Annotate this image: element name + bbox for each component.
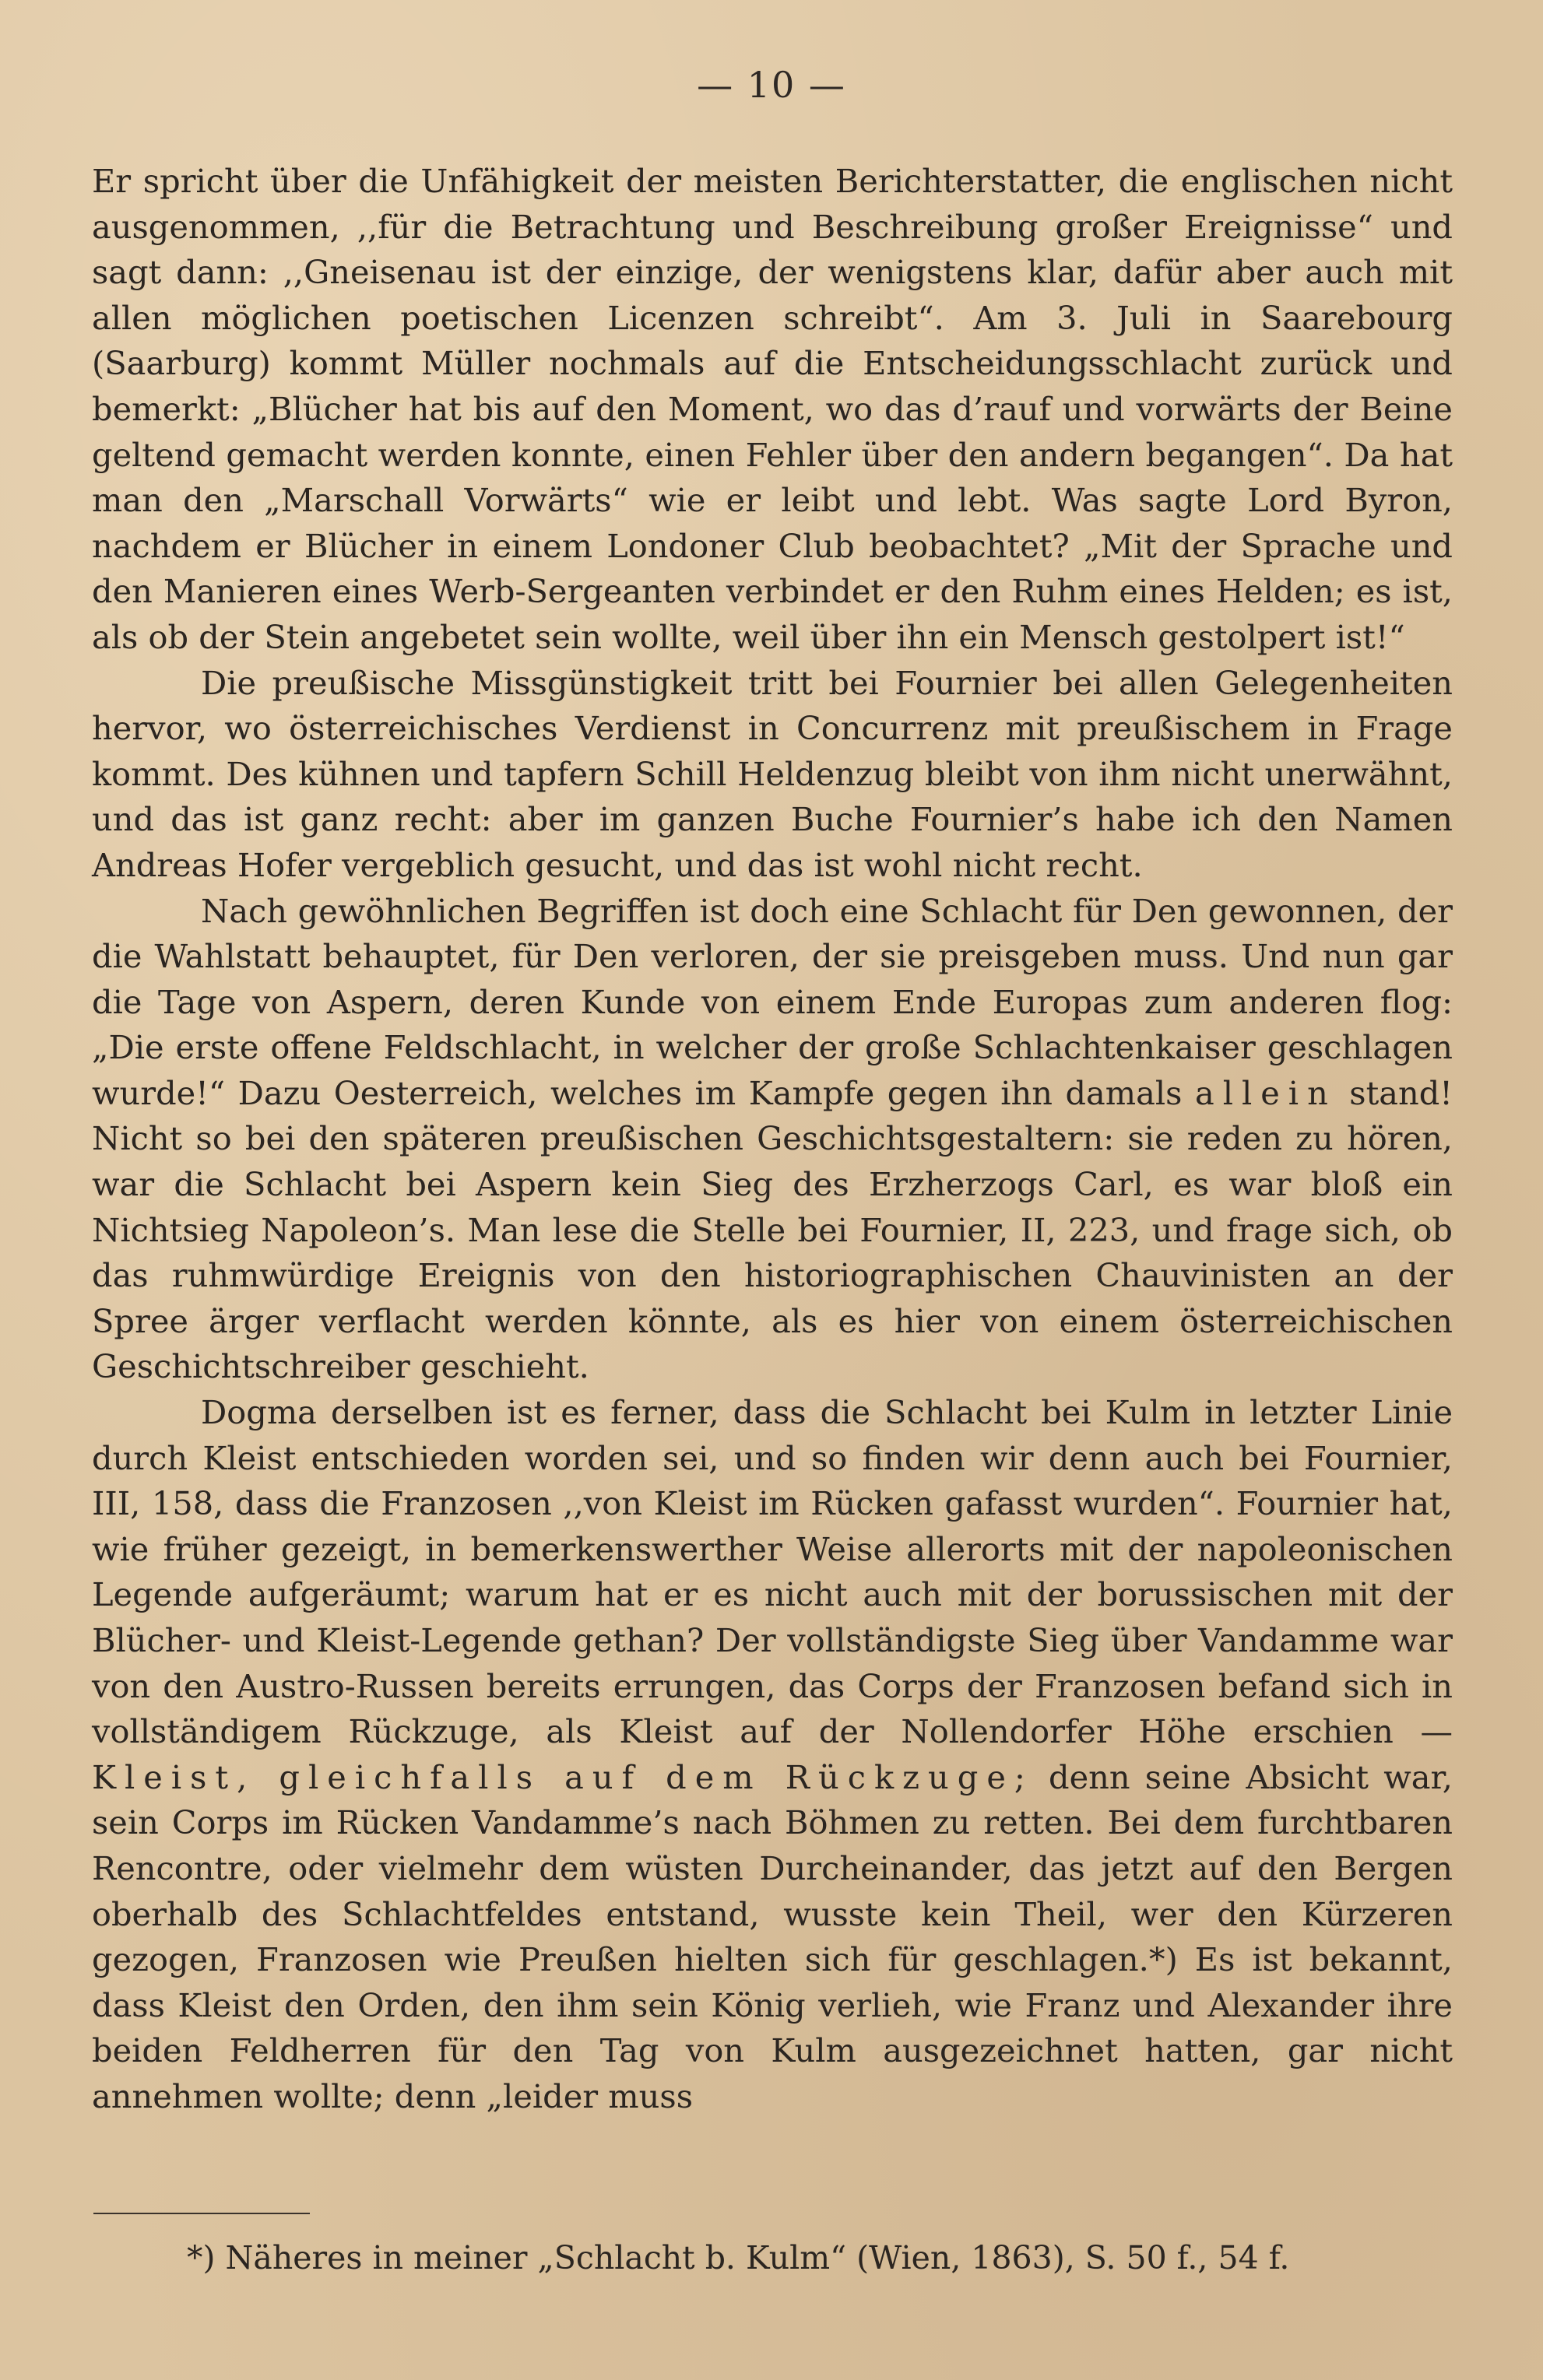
paragraph-3-emphasis-allein: allein [1194, 1073, 1337, 1112]
paragraph-4 [92, 1390, 1453, 2120]
paragraph-2-text: Die preußische Missgünstigkeit tritt bei Fournier bei allen Gelegenheiten hervor, wo österreichisches Verdienst in Concurrenz mit preußischem in Frage kommt. Des kühnen und tapfern Schill Heldenzug bleibt von ihm nicht unerwähnt, und das ist ganz recht: aber im ganzen Buche Fournier’s habe ich den Namen Andreas Hofer vergeblich gesucht, und das ist wohl nicht recht. [92, 663, 1453, 884]
paragraph-4-emphasis-kleist: Kleist, gleichfalls auf dem Rückzuge; [92, 1757, 1034, 1796]
paragraph-4-text-b: denn seine Absicht war, sein Corps im Rücken Vandamme’s nach Böhmen zu retten. Bei dem furchtbaren Rencontre, oder vielmehr dem wüsten Durcheinander, das jetzt auf den Bergen oberhalb des Schlachtfeldes entstand, wusste kein Theil, wer den Kürzeren gezogen, Franzosen wie Preußen hielten sich für geschlagen.*) Es ist bekannt, dass Kleist den Orden, den ihm sein König verlieh, wie Franz und Alexander ihre beiden Feldherren für den Tag von Kulm ausgezeichnet hatten, gar nicht annehmen wollte; denn „leider muss [92, 1757, 1453, 2115]
paragraph-1-text: Er spricht über die Unfähigkeit der meisten Berichterstatter, die englischen nicht ausgenommen, ,,für die Betrachtung und Beschreibung großer Ereignisse“ und sagt dann: ,,Gneisenau ist der einzige, der wenigstens klar, dafür aber auch mit allen möglichen poetischen Licenzen schreibt“. Am 3. Juli in Saarebourg (Saarburg) kommt Müller nochmals auf die Entscheidungsschlacht zurück und bemerkt: „Blücher hat bis auf den Moment, wo das d’rauf und vorwärts der Beine geltend gemacht werden konnte, einen Fehler über den andern begangen“. Da hat man den „Marschall Vorwärts“ wie er leibt und lebt. Was sagte Lord Byron, nachdem er Blücher in einem Londoner Club beobachtet? „Mit der Sprache und den Manieren eines Werb-Sergeanten verbindet er den Ruhm eines Helden; es ist, als ob der Stein angebetet sein wollte, weil über ihn ein Mensch gestolpert ist!“ [92, 162, 1453, 656]
body-text [92, 159, 1453, 2120]
paragraph-2 [92, 661, 1453, 889]
paragraph-3-text-a: Nach gewöhnlichen Begriffen ist doch eine Schlacht für Den gewonnen, der die Wahlstatt behauptet, für Den verloren, der sie preisgeben muss. Und nun gar die Tage von Aspern, deren Kunde von einem Ende Europas zum anderen flog: „Die erste offene Feldschlacht, in welcher der große Schlachtenkaiser geschlagen wurde!“ Dazu Oesterreich, welches im Kampfe gegen ihn damals [92, 891, 1453, 1112]
footnote: *) Näheres in meiner „Schlacht b. Kulm“ (Wien, 1863), S. 50 f., 54 f. [187, 2239, 1290, 2276]
page-number: — 10 — [697, 64, 846, 106]
paragraph-3-text-b: stand! Nicht so bei den späteren preußischen Geschichtsgestaltern: sie reden zu hören, war die Schlacht bei Aspern kein Sieg des Erzherzogs Carl, es war bloß ein Nichtsieg Napoleon’s. Man lese die Stelle bei Fournier, II, 223, und frage sich, ob das ruhmwürdige Ereignis von den historiographischen Chauvinisten an der Spree ärger verflacht werden könnte, als es hier von einem österreichischen Geschichtschreiber geschieht. [92, 1073, 1453, 1386]
paragraph-1 [92, 159, 1453, 661]
paragraph-4-text-a: Dogma derselben ist es ferner, dass die Schlacht bei Kulm in letzter Linie durch Kleist entschieden worden sei, und so finden wir denn auch bei Fournier, III, 158, dass die Franzosen ,,von Kleist im Rücken gafasst wurden“. Fournier hat, wie früher gezeigt, in bemerkenswerther Weise allerorts mit der napoleonischen Legende aufgeräumt; warum hat er es nicht auch mit der borussischen mit der Blücher- und Kleist-Legende gethan? Der vollständigste Sieg über Vandamme war von den Austro-Russen bereits errungen, das Corps der Franzosen befand sich in vollständigem Rückzuge, als Kleist auf der Nollendorfer Höhe erschien — [92, 1393, 1453, 1751]
paragraph-3 [92, 889, 1453, 1391]
footnote-divider [93, 2213, 310, 2214]
